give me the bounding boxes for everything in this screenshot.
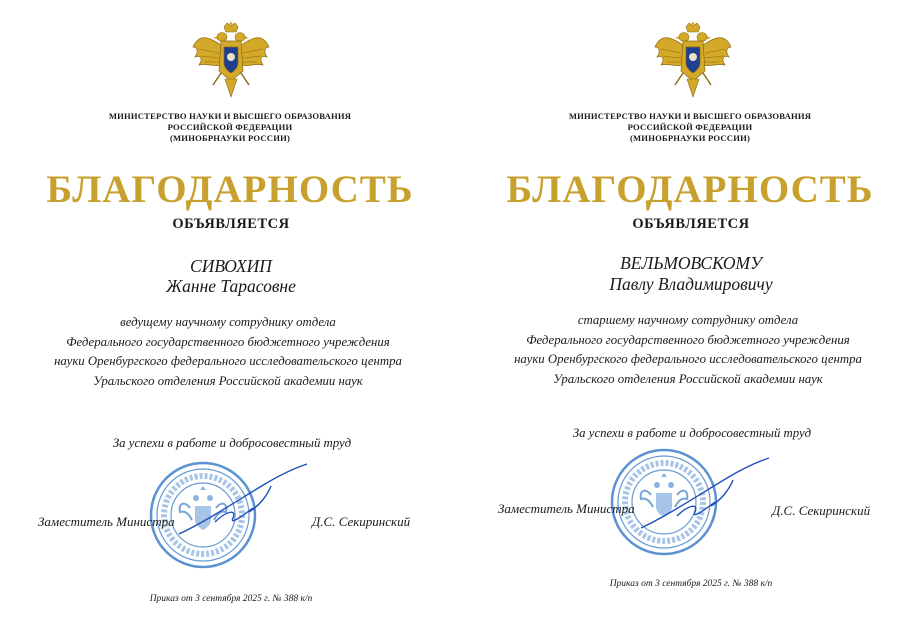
double-headed-eagle-emblem-icon — [653, 20, 733, 102]
description-line: Уральского отделения Российской академии наук — [553, 371, 823, 386]
ministry-line: РОССИЙСКОЙ ФЕДЕРАЦИИ — [627, 122, 753, 132]
signatory-role: Заместитель Министра — [498, 501, 635, 516]
recipient-given-name: Павлу Владимировичу — [609, 274, 773, 294]
ministry-header — [525, 111, 855, 144]
description-line: Уральского отделения Российской академии наук — [93, 373, 363, 388]
description-line: Федерального государственного бюджетного учреждения — [66, 334, 390, 349]
announce-label: ОБЪЯВЛЯЕТСЯ — [172, 216, 290, 232]
signature-icon — [175, 462, 315, 542]
ministry-line: РОССИЙСКОЙ ФЕДЕРАЦИИ — [167, 122, 293, 132]
certificate-title: БЛАГОДАРНОСТЬ — [46, 168, 414, 211]
recipient-description — [8, 313, 448, 391]
recipient-description — [468, 311, 902, 389]
signatory-name: Д.С. Секиринский — [772, 503, 871, 518]
recipient-surname: СИВОХИП — [190, 256, 272, 276]
signatory-name: Д.С. Секиринский — [312, 514, 411, 529]
description-line: старшему научному сотруднику отдела — [577, 313, 799, 327]
double-headed-eagle-emblem-icon — [191, 20, 271, 102]
ministry-line: (МИНОБРНАУКИ РОССИИ) — [169, 133, 291, 143]
signatory-role: Заместитель Министра — [38, 514, 175, 529]
order-reference: Приказ от 3 сентября 2025 г. № 388 к/п — [149, 594, 313, 604]
ministry-line: МИНИСТЕРСТВО НАУКИ И ВЫСШЕГО ОБРАЗОВАНИЯ — [108, 111, 352, 121]
description-line: ведущему научному сотруднику отдела — [120, 315, 336, 329]
certificate-right — [451, 0, 902, 638]
announce-label: ОБЪЯВЛЯЕТСЯ — [632, 216, 750, 232]
order-reference: Приказ от 3 сентября 2025 г. № 388 к/п — [609, 579, 773, 589]
recipient-given-name: Жанне Тарасовне — [166, 276, 296, 296]
signature-icon — [637, 456, 777, 536]
merit-text: За успехи в работе и добросовестный труд — [112, 436, 352, 450]
description-line: науки Оренбургского федерального исследовательского центра — [514, 352, 862, 366]
ministry-line: МИНИСТЕРСТВО НАУКИ И ВЫСШЕГО ОБРАЗОВАНИЯ — [568, 111, 812, 121]
certificate-title: БЛАГОДАРНОСТЬ — [506, 168, 874, 211]
recipient-surname: ВЕЛЬМОВСКОМУ — [620, 253, 762, 273]
ministry-header — [65, 111, 395, 144]
merit-text: За успехи в работе и добросовестный труд — [572, 426, 812, 440]
description-line: Федерального государственного бюджетного учреждения — [526, 332, 850, 347]
ministry-line: (МИНОБРНАУКИ РОССИИ) — [629, 133, 751, 143]
description-line: науки Оренбургского федерального исследовательского центра — [54, 354, 402, 368]
